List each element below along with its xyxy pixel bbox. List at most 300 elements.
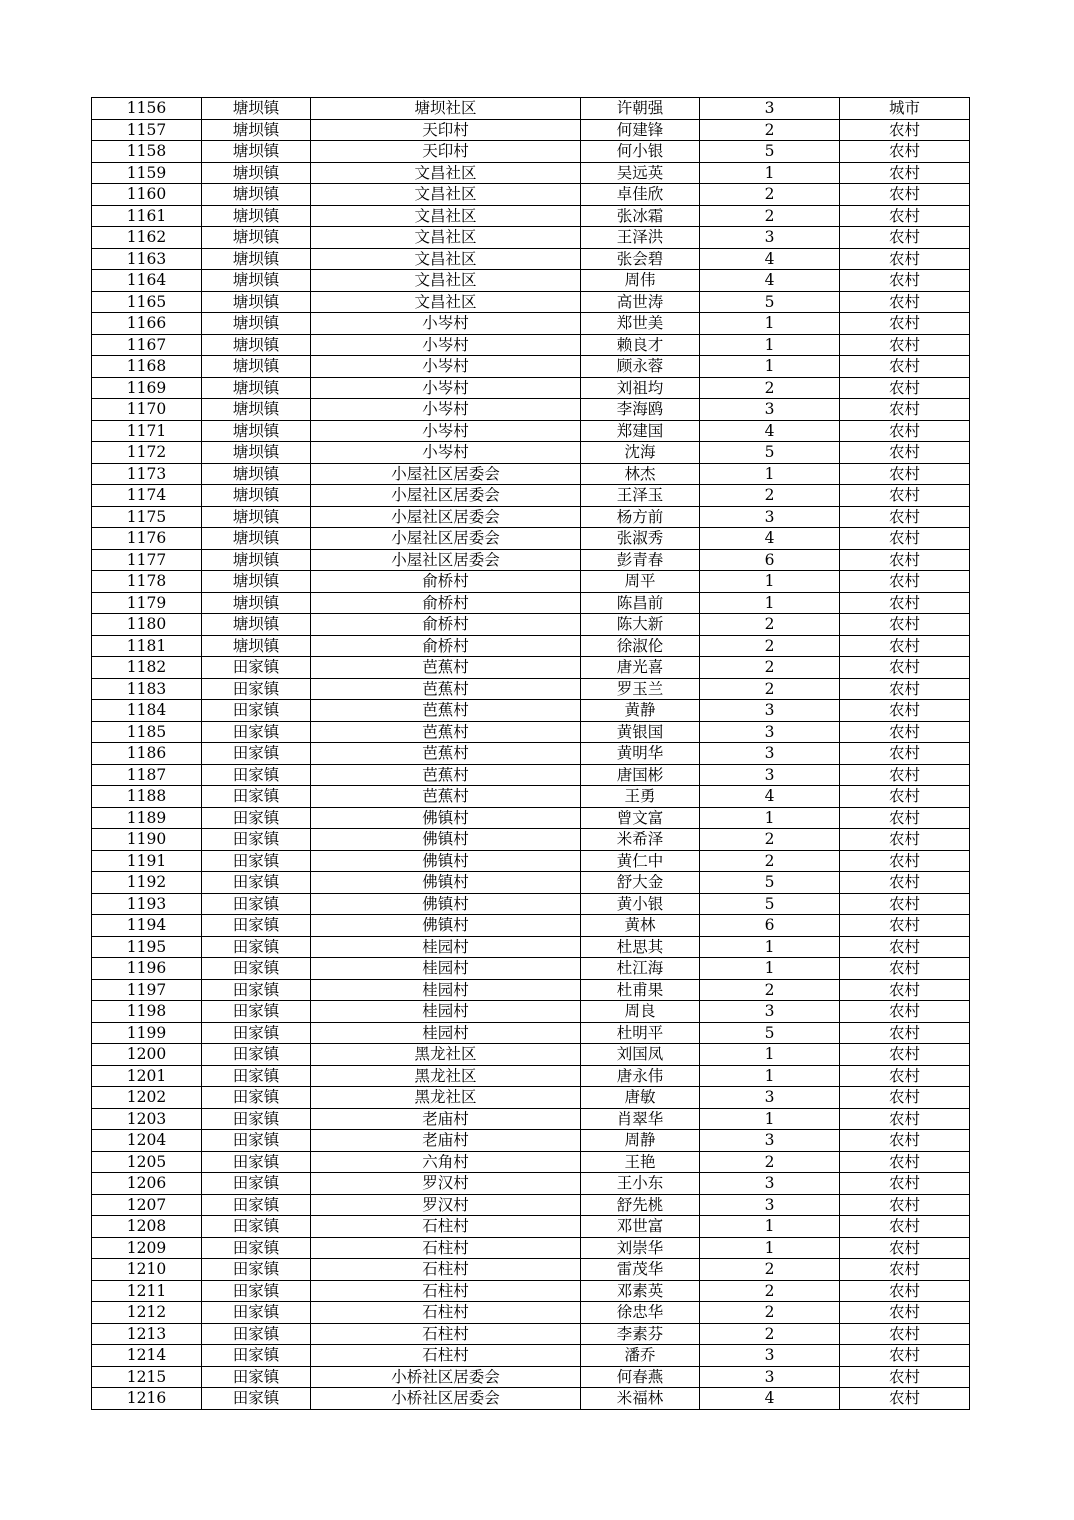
serial-number-cell: 1183 [92,678,202,700]
village-cell: 桂园村 [311,958,581,980]
household-size-cell: 2 [700,1323,840,1345]
village-cell: 黑龙社区 [311,1065,581,1087]
table-row [92,1173,970,1195]
name-cell: 王勇 [581,786,700,808]
village-cell: 俞桥村 [311,635,581,657]
table-row [92,313,970,335]
town-cell: 塘坝镇 [202,463,311,485]
table-row [92,227,970,249]
household-size-cell: 3 [700,1194,840,1216]
household-size-cell: 6 [700,915,840,937]
household-size-cell: 4 [700,270,840,292]
table-row [92,528,970,550]
serial-number-cell: 1165 [92,291,202,313]
name-cell: 王小东 [581,1173,700,1195]
area-type-cell: 农村 [840,1173,970,1195]
serial-number-cell: 1192 [92,872,202,894]
name-cell: 舒大金 [581,872,700,894]
table-row [92,399,970,421]
village-cell: 佛镇村 [311,829,581,851]
serial-number-cell: 1188 [92,786,202,808]
table-row [92,356,970,378]
roster-table [91,97,970,1410]
area-type-cell: 农村 [840,915,970,937]
serial-number-cell: 1158 [92,141,202,163]
household-size-cell: 2 [700,1302,840,1324]
village-cell: 芭蕉村 [311,786,581,808]
serial-number-cell: 1213 [92,1323,202,1345]
village-cell: 文昌社区 [311,162,581,184]
household-size-cell: 1 [700,1044,840,1066]
household-size-cell: 5 [700,442,840,464]
household-size-cell: 2 [700,614,840,636]
town-cell: 田家镇 [202,1216,311,1238]
area-type-cell: 农村 [840,313,970,335]
table-row [92,141,970,163]
area-type-cell: 农村 [840,1280,970,1302]
name-cell: 陈大新 [581,614,700,636]
serial-number-cell: 1201 [92,1065,202,1087]
name-cell: 杜思其 [581,936,700,958]
name-cell: 张冰霜 [581,205,700,227]
area-type-cell: 农村 [840,270,970,292]
town-cell: 田家镇 [202,1022,311,1044]
town-cell: 田家镇 [202,1194,311,1216]
table-row [92,485,970,507]
village-cell: 芭蕉村 [311,721,581,743]
name-cell: 刘崇华 [581,1237,700,1259]
area-type-cell: 农村 [840,979,970,1001]
town-cell: 田家镇 [202,807,311,829]
area-type-cell: 农村 [840,1194,970,1216]
village-cell: 俞桥村 [311,614,581,636]
village-cell: 佛镇村 [311,872,581,894]
household-size-cell: 2 [700,829,840,851]
village-cell: 小岑村 [311,334,581,356]
name-cell: 唐敏 [581,1087,700,1109]
table-row [92,1022,970,1044]
table-row [92,915,970,937]
name-cell: 李素芬 [581,1323,700,1345]
town-cell: 田家镇 [202,678,311,700]
name-cell: 张淑秀 [581,528,700,550]
area-type-cell: 农村 [840,119,970,141]
household-size-cell: 6 [700,549,840,571]
town-cell: 田家镇 [202,1302,311,1324]
village-cell: 石柱村 [311,1280,581,1302]
area-type-cell: 农村 [840,571,970,593]
village-cell: 黑龙社区 [311,1044,581,1066]
village-cell: 文昌社区 [311,227,581,249]
serial-number-cell: 1184 [92,700,202,722]
serial-number-cell: 1180 [92,614,202,636]
village-cell: 石柱村 [311,1345,581,1367]
household-size-cell: 2 [700,1280,840,1302]
table-row [92,1194,970,1216]
town-cell: 田家镇 [202,1323,311,1345]
area-type-cell: 农村 [840,958,970,980]
name-cell: 曾文富 [581,807,700,829]
serial-number-cell: 1189 [92,807,202,829]
name-cell: 周平 [581,571,700,593]
household-size-cell: 1 [700,807,840,829]
name-cell: 罗玉兰 [581,678,700,700]
name-cell: 张会碧 [581,248,700,270]
household-size-cell: 1 [700,356,840,378]
village-cell: 小岑村 [311,356,581,378]
name-cell: 杜甫果 [581,979,700,1001]
village-cell: 小屋社区居委会 [311,485,581,507]
town-cell: 田家镇 [202,1044,311,1066]
table-row [92,743,970,765]
town-cell: 塘坝镇 [202,227,311,249]
area-type-cell: 农村 [840,850,970,872]
village-cell: 小岑村 [311,420,581,442]
village-cell: 芭蕉村 [311,678,581,700]
town-cell: 塘坝镇 [202,399,311,421]
household-size-cell: 5 [700,893,840,915]
name-cell: 徐忠华 [581,1302,700,1324]
household-size-cell: 3 [700,1001,840,1023]
name-cell: 杜江海 [581,958,700,980]
area-type-cell: 农村 [840,678,970,700]
table-row [92,657,970,679]
area-type-cell: 农村 [840,1302,970,1324]
serial-number-cell: 1162 [92,227,202,249]
town-cell: 塘坝镇 [202,98,311,120]
serial-number-cell: 1214 [92,1345,202,1367]
household-size-cell: 1 [700,313,840,335]
name-cell: 何建锋 [581,119,700,141]
name-cell: 周静 [581,1130,700,1152]
household-size-cell: 2 [700,119,840,141]
serial-number-cell: 1156 [92,98,202,120]
name-cell: 周良 [581,1001,700,1023]
household-size-cell: 3 [700,1173,840,1195]
village-cell: 小屋社区居委会 [311,549,581,571]
household-size-cell: 4 [700,248,840,270]
serial-number-cell: 1157 [92,119,202,141]
table-row [92,1044,970,1066]
name-cell: 沈海 [581,442,700,464]
name-cell: 刘祖均 [581,377,700,399]
table-row [92,829,970,851]
town-cell: 田家镇 [202,1173,311,1195]
town-cell: 塘坝镇 [202,528,311,550]
serial-number-cell: 1206 [92,1173,202,1195]
serial-number-cell: 1179 [92,592,202,614]
name-cell: 邓世富 [581,1216,700,1238]
area-type-cell: 农村 [840,506,970,528]
serial-number-cell: 1190 [92,829,202,851]
area-type-cell: 农村 [840,463,970,485]
name-cell: 彭青春 [581,549,700,571]
household-size-cell: 5 [700,1022,840,1044]
area-type-cell: 农村 [840,635,970,657]
serial-number-cell: 1163 [92,248,202,270]
name-cell: 唐永伟 [581,1065,700,1087]
serial-number-cell: 1166 [92,313,202,335]
village-cell: 小屋社区居委会 [311,463,581,485]
town-cell: 塘坝镇 [202,313,311,335]
town-cell: 塘坝镇 [202,635,311,657]
household-size-cell: 2 [700,485,840,507]
serial-number-cell: 1205 [92,1151,202,1173]
serial-number-cell: 1171 [92,420,202,442]
name-cell: 何小银 [581,141,700,163]
area-type-cell: 农村 [840,1388,970,1410]
table-row [92,377,970,399]
table-row [92,1065,970,1087]
table-row [92,958,970,980]
serial-number-cell: 1182 [92,657,202,679]
name-cell: 黄银国 [581,721,700,743]
town-cell: 田家镇 [202,1345,311,1367]
village-cell: 文昌社区 [311,184,581,206]
name-cell: 黄小银 [581,893,700,915]
serial-number-cell: 1197 [92,979,202,1001]
village-cell: 小桥社区居委会 [311,1366,581,1388]
village-cell: 小岑村 [311,377,581,399]
table-row [92,248,970,270]
serial-number-cell: 1186 [92,743,202,765]
area-type-cell: 农村 [840,829,970,851]
name-cell: 郑建国 [581,420,700,442]
table-row [92,1388,970,1410]
household-size-cell: 5 [700,872,840,894]
household-size-cell: 4 [700,528,840,550]
serial-number-cell: 1207 [92,1194,202,1216]
village-cell: 芭蕉村 [311,700,581,722]
household-size-cell: 4 [700,786,840,808]
serial-number-cell: 1202 [92,1087,202,1109]
village-cell: 佛镇村 [311,915,581,937]
table-row [92,979,970,1001]
area-type-cell: 农村 [840,291,970,313]
household-size-cell: 2 [700,184,840,206]
serial-number-cell: 1199 [92,1022,202,1044]
serial-number-cell: 1209 [92,1237,202,1259]
village-cell: 老庙村 [311,1130,581,1152]
area-type-cell: 城市 [840,98,970,120]
name-cell: 杨方前 [581,506,700,528]
name-cell: 黄明华 [581,743,700,765]
town-cell: 田家镇 [202,958,311,980]
village-cell: 天印村 [311,119,581,141]
area-type-cell: 农村 [840,700,970,722]
town-cell: 塘坝镇 [202,571,311,593]
area-type-cell: 农村 [840,936,970,958]
area-type-cell: 农村 [840,721,970,743]
area-type-cell: 农村 [840,184,970,206]
area-type-cell: 农村 [840,1259,970,1281]
name-cell: 潘乔 [581,1345,700,1367]
town-cell: 塘坝镇 [202,270,311,292]
household-size-cell: 5 [700,141,840,163]
town-cell: 塘坝镇 [202,205,311,227]
area-type-cell: 农村 [840,743,970,765]
table-row [92,850,970,872]
town-cell: 田家镇 [202,743,311,765]
village-cell: 俞桥村 [311,571,581,593]
table-row [92,1345,970,1367]
village-cell: 石柱村 [311,1259,581,1281]
name-cell: 米福林 [581,1388,700,1410]
town-cell: 田家镇 [202,721,311,743]
household-size-cell: 1 [700,571,840,593]
household-size-cell: 2 [700,979,840,1001]
town-cell: 塘坝镇 [202,334,311,356]
serial-number-cell: 1181 [92,635,202,657]
serial-number-cell: 1185 [92,721,202,743]
town-cell: 田家镇 [202,1001,311,1023]
town-cell: 田家镇 [202,786,311,808]
table-row [92,893,970,915]
area-type-cell: 农村 [840,227,970,249]
table-row [92,1237,970,1259]
table-row [92,442,970,464]
table-row [92,1259,970,1281]
household-size-cell: 3 [700,700,840,722]
serial-number-cell: 1208 [92,1216,202,1238]
table-row [92,764,970,786]
table-row [92,184,970,206]
name-cell: 王艳 [581,1151,700,1173]
name-cell: 赖良才 [581,334,700,356]
serial-number-cell: 1215 [92,1366,202,1388]
area-type-cell: 农村 [840,1065,970,1087]
table-row [92,936,970,958]
table-row [92,291,970,313]
name-cell: 杜明平 [581,1022,700,1044]
area-type-cell: 农村 [840,1151,970,1173]
area-type-cell: 农村 [840,1022,970,1044]
area-type-cell: 农村 [840,356,970,378]
table-row [92,1280,970,1302]
household-size-cell: 3 [700,227,840,249]
village-cell: 文昌社区 [311,291,581,313]
village-cell: 文昌社区 [311,270,581,292]
village-cell: 小屋社区居委会 [311,506,581,528]
town-cell: 塘坝镇 [202,291,311,313]
area-type-cell: 农村 [840,442,970,464]
name-cell: 陈昌前 [581,592,700,614]
name-cell: 邓素英 [581,1280,700,1302]
area-type-cell: 农村 [840,614,970,636]
serial-number-cell: 1204 [92,1130,202,1152]
table-row [92,1108,970,1130]
serial-number-cell: 1170 [92,399,202,421]
serial-number-cell: 1176 [92,528,202,550]
town-cell: 塘坝镇 [202,119,311,141]
area-type-cell: 农村 [840,205,970,227]
town-cell: 田家镇 [202,979,311,1001]
town-cell: 田家镇 [202,1130,311,1152]
household-size-cell: 1 [700,1216,840,1238]
town-cell: 田家镇 [202,915,311,937]
household-size-cell: 4 [700,1388,840,1410]
town-cell: 塘坝镇 [202,442,311,464]
village-cell: 文昌社区 [311,205,581,227]
town-cell: 田家镇 [202,1065,311,1087]
village-cell: 小桥社区居委会 [311,1388,581,1410]
village-cell: 桂园村 [311,979,581,1001]
name-cell: 米希泽 [581,829,700,851]
table-row [92,635,970,657]
area-type-cell: 农村 [840,1216,970,1238]
name-cell: 林杰 [581,463,700,485]
table-row [92,1323,970,1345]
household-size-cell: 2 [700,205,840,227]
village-cell: 天印村 [311,141,581,163]
table-row [92,1001,970,1023]
serial-number-cell: 1191 [92,850,202,872]
village-cell: 桂园村 [311,936,581,958]
village-cell: 佛镇村 [311,850,581,872]
area-type-cell: 农村 [840,141,970,163]
household-size-cell: 1 [700,463,840,485]
town-cell: 塘坝镇 [202,506,311,528]
town-cell: 田家镇 [202,893,311,915]
area-type-cell: 农村 [840,1108,970,1130]
name-cell: 徐淑伦 [581,635,700,657]
name-cell: 许朝强 [581,98,700,120]
village-cell: 黑龙社区 [311,1087,581,1109]
village-cell: 小岑村 [311,313,581,335]
serial-number-cell: 1161 [92,205,202,227]
table-row [92,872,970,894]
area-type-cell: 农村 [840,1366,970,1388]
serial-number-cell: 1196 [92,958,202,980]
name-cell: 王泽洪 [581,227,700,249]
town-cell: 塘坝镇 [202,141,311,163]
serial-number-cell: 1174 [92,485,202,507]
household-size-cell: 3 [700,743,840,765]
roster-table-body [92,98,970,1410]
village-cell: 石柱村 [311,1237,581,1259]
village-cell: 佛镇村 [311,807,581,829]
household-size-cell: 2 [700,377,840,399]
town-cell: 田家镇 [202,1108,311,1130]
area-type-cell: 农村 [840,162,970,184]
household-size-cell: 1 [700,936,840,958]
serial-number-cell: 1172 [92,442,202,464]
name-cell: 肖翠华 [581,1108,700,1130]
household-size-cell: 1 [700,1108,840,1130]
table-row [92,1130,970,1152]
table-row [92,119,970,141]
area-type-cell: 农村 [840,248,970,270]
table-row [92,1366,970,1388]
village-cell: 小屋社区居委会 [311,528,581,550]
name-cell: 舒先桃 [581,1194,700,1216]
table-row [92,463,970,485]
area-type-cell: 农村 [840,549,970,571]
village-cell: 芭蕉村 [311,764,581,786]
area-type-cell: 农村 [840,1130,970,1152]
name-cell: 唐国彬 [581,764,700,786]
area-type-cell: 农村 [840,1237,970,1259]
town-cell: 塘坝镇 [202,592,311,614]
town-cell: 塘坝镇 [202,162,311,184]
table-row [92,205,970,227]
serial-number-cell: 1216 [92,1388,202,1410]
village-cell: 小岑村 [311,442,581,464]
table-row [92,1216,970,1238]
household-size-cell: 3 [700,506,840,528]
serial-number-cell: 1195 [92,936,202,958]
household-size-cell: 3 [700,1345,840,1367]
